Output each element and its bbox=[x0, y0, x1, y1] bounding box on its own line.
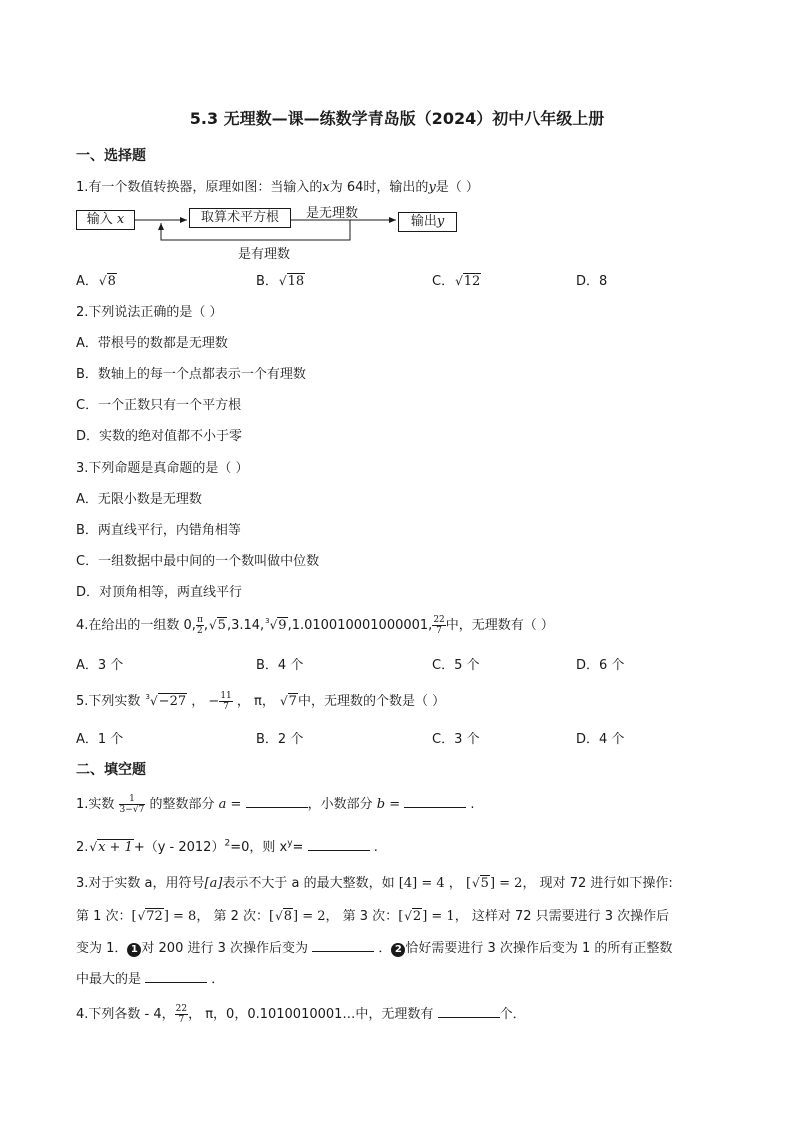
sqrt-symbol: √72 bbox=[137, 909, 163, 924]
flow-irrational-label: 是无理数 bbox=[306, 206, 359, 221]
q4-option-c[interactable]: C．5 个 bbox=[432, 658, 480, 673]
sqrt-symbol: √12 bbox=[455, 274, 481, 289]
q5-option-c[interactable]: C．3 个 bbox=[432, 732, 480, 747]
f4-stem-part: 个． bbox=[499, 1007, 526, 1022]
f3-text: ， 第 3 次： bbox=[325, 909, 399, 924]
f3-text: 3.对于实数 a，用符号 bbox=[76, 876, 205, 891]
exponent: 2 bbox=[224, 838, 231, 849]
f3-text: ． bbox=[378, 941, 392, 956]
q3-option-c[interactable]: C．一组数据中最中间的一个数叫做中位数 bbox=[76, 554, 320, 569]
period: . bbox=[470, 797, 475, 812]
equals: = bbox=[230, 797, 242, 812]
q1-var-x: x bbox=[322, 180, 330, 195]
radicand: 8 bbox=[283, 909, 293, 924]
sqrt-symbol: √18 bbox=[278, 274, 305, 289]
var-a: a bbox=[218, 797, 227, 812]
q5-option-b[interactable]: B．2 个 bbox=[256, 732, 304, 747]
radicand: 5 bbox=[217, 618, 226, 633]
q3-option-d[interactable]: D．对顶角相等，两直线平行 bbox=[76, 585, 243, 600]
f3-text: 第 1 次： bbox=[76, 909, 132, 924]
cube-root-symbol: $^3$√−27 bbox=[145, 693, 187, 709]
fill-question-3-line4 bbox=[76, 968, 224, 987]
step-result: ] = 1 bbox=[422, 909, 455, 924]
fill-question-4 bbox=[76, 1003, 526, 1025]
denominator: 3− bbox=[119, 805, 133, 815]
fraction-pi-over-2 bbox=[196, 615, 204, 636]
f1-stem-part: 的整数部分 bbox=[149, 797, 215, 812]
radicand: 72 bbox=[146, 909, 163, 924]
q1-option-a[interactable] bbox=[76, 270, 117, 289]
sqrt-symbol: √5 bbox=[209, 618, 226, 633]
f3-text: 中最大的是 bbox=[76, 972, 142, 987]
q1-option-b[interactable] bbox=[256, 270, 305, 289]
equals: = bbox=[389, 797, 401, 812]
f3-text: ， 这样对 72 只需要进行 3 次操作后 bbox=[454, 909, 670, 924]
page-title: 5.3 无理数—课—练数学青岛版（2024）初中八年级上册 bbox=[189, 109, 605, 128]
flow-input-var: x bbox=[116, 212, 125, 227]
minus-sign: − bbox=[208, 694, 220, 709]
section-heading-fill: 二、填空题 bbox=[76, 762, 146, 778]
f3-text: ， 第 2 次： bbox=[196, 909, 269, 924]
q1-option-c[interactable] bbox=[432, 270, 481, 289]
q1-stem-part: 是（ ） bbox=[435, 180, 479, 195]
fill-question-2 bbox=[76, 836, 378, 855]
flow-input-label: 输入 bbox=[86, 212, 113, 227]
numerator: 1 bbox=[119, 794, 146, 805]
arrow-feedback-loop bbox=[161, 220, 350, 240]
fraction-22-over-7 bbox=[432, 615, 445, 636]
sqrt-symbol: √7 bbox=[280, 694, 297, 709]
root-index: 3 bbox=[145, 693, 151, 701]
fill-question-3-line3 bbox=[76, 937, 672, 957]
f3-text: 表示不大于 a 的最大整数，如 bbox=[222, 876, 395, 891]
sqrt-symbol: √8 bbox=[98, 274, 116, 289]
sqrt-symbol: √5 bbox=[472, 876, 489, 891]
f2-stem-part: 2. bbox=[76, 840, 89, 855]
f4-stem-part: 4.下列各数 - 4， bbox=[76, 1007, 175, 1022]
numerator: 22 bbox=[433, 615, 445, 625]
denominator: 7 bbox=[223, 702, 229, 712]
root-index: 3 bbox=[265, 617, 270, 625]
q2-option-d[interactable]: D．实数的绝对值都不小于零 bbox=[76, 429, 243, 444]
fill-question-3-line1 bbox=[76, 872, 673, 891]
flow-process-label: 取算术平方根 bbox=[200, 210, 279, 225]
radicand: 9 bbox=[278, 618, 287, 633]
q4-stem-part: ,3.14, bbox=[226, 618, 265, 633]
f1-stem-part: ，小数部分 bbox=[307, 797, 373, 812]
q5-stem-part: ， π， bbox=[236, 694, 275, 709]
var-b: b bbox=[376, 797, 386, 812]
step-result: ] = 8 bbox=[163, 909, 197, 924]
q2-option-b[interactable]: B．数轴上的每一个点都表示一个有理数 bbox=[76, 367, 306, 382]
section-heading-choice: 一、选择题 bbox=[76, 148, 146, 164]
q1-stem-part: 为 64时，输出的 bbox=[329, 180, 429, 195]
q5-stem-part: ， bbox=[191, 694, 205, 709]
f3-text: 变为 1． bbox=[76, 941, 128, 956]
f3-text: ， bbox=[448, 876, 462, 891]
numerator: π bbox=[196, 615, 203, 625]
fill-question-1 bbox=[76, 793, 475, 815]
cube-root-symbol: $^3$√9 bbox=[265, 617, 287, 633]
circled-number-2: 2 bbox=[391, 943, 405, 957]
q4-option-b[interactable]: B．4 个 bbox=[256, 658, 304, 673]
radicand: 8 bbox=[107, 274, 116, 289]
exponent: y bbox=[287, 838, 293, 849]
flow-rational-label: 是有理数 bbox=[238, 247, 291, 262]
fraction-11-over-7 bbox=[219, 691, 232, 712]
question-2-stem: 2.下列说法正确的是（ ） bbox=[76, 305, 223, 320]
q1-stem-part: 1.有一个数值转换器，原理如图：当输入的 bbox=[76, 180, 323, 195]
circled-number-1: 1 bbox=[127, 943, 141, 957]
example-2: ] = 2 bbox=[489, 876, 523, 891]
radicand: x + 1 bbox=[98, 840, 133, 855]
q3-option-b[interactable]: B．两直线平行，内错角相等 bbox=[76, 523, 241, 538]
step-result: ] = 2 bbox=[293, 909, 326, 924]
q5-stem-part: 中，无理数的个数是（ ） bbox=[297, 694, 446, 709]
flow-output-label: 输出 bbox=[410, 214, 437, 229]
radicand: 7 bbox=[288, 694, 297, 709]
q4-option-a[interactable]: A．3 个 bbox=[76, 658, 124, 673]
f2-stem-part: =0，则 x bbox=[230, 840, 288, 855]
option-label: B． bbox=[256, 274, 278, 289]
denominator: 2 bbox=[197, 626, 203, 636]
flow-output-var: y bbox=[436, 214, 445, 229]
option-label: A． bbox=[76, 274, 98, 289]
example-1: [4] = 4 bbox=[398, 876, 445, 891]
radicand: 7 bbox=[138, 805, 145, 815]
numerator: 11 bbox=[220, 691, 232, 701]
answer-blank-b[interactable] bbox=[404, 795, 466, 808]
q4-option-d[interactable]: D．6 个 bbox=[576, 658, 625, 673]
radicand: 18 bbox=[287, 274, 305, 289]
bracket-a: [a] bbox=[204, 876, 223, 891]
question-3-stem: 3.下列命题是真命题的是（ ） bbox=[76, 461, 249, 476]
f3-text: 恰好需要进行 3 次操作后变为 1 的所有正整数 bbox=[405, 941, 673, 956]
sqrt-symbol: √8 bbox=[275, 909, 293, 924]
answer-blank-200[interactable] bbox=[312, 939, 374, 952]
answer-blank-xy[interactable] bbox=[308, 838, 370, 851]
f3-text: 对 200 进行 3 次操作后变为 bbox=[141, 941, 309, 956]
answer-blank-a[interactable] bbox=[246, 795, 308, 808]
q2-option-a[interactable]: A．带根号的数都是无理数 bbox=[76, 336, 228, 351]
flow-arrows bbox=[0, 0, 794, 260]
question-5-stem bbox=[76, 690, 445, 712]
f2-stem-part: +（y - 2012） bbox=[133, 840, 225, 855]
numerator: 22 bbox=[175, 1004, 188, 1014]
q2-option-c[interactable]: C．一个正数只有一个平方根 bbox=[76, 398, 242, 413]
answer-blank-max[interactable] bbox=[145, 970, 207, 983]
q3-option-a[interactable]: A．无限小数是无理数 bbox=[76, 492, 202, 507]
q4-stem-part: 中，无理数有（ ） bbox=[445, 618, 554, 633]
q5-stem-part: 5.下列实数 bbox=[76, 694, 141, 709]
option-label: C． bbox=[432, 274, 455, 289]
equals: = bbox=[292, 840, 304, 855]
q1-option-d[interactable]: D．8 bbox=[576, 274, 608, 289]
period: . bbox=[373, 840, 378, 855]
bracket: [ bbox=[465, 876, 472, 891]
f3-text: ． bbox=[211, 972, 225, 987]
question-4-stem: 4.在给出的一组数 0, $\frac{\pi}{2}$ ,√5,3.14,$^3$√9,1.010010001000001, $\frac{22}{7}$ 中，无理数有（ ） bbox=[76, 615, 554, 636]
radicand: −27 bbox=[158, 694, 187, 709]
fraction-1-over-3-minus-root7: $\frac{1}{3-√7}$ bbox=[119, 794, 145, 815]
fraction-22-over-7 bbox=[175, 1004, 188, 1025]
radicand: 12 bbox=[463, 274, 481, 289]
f4-stem-part: ， π，0，0.1010010001…中，无理数有 bbox=[188, 1007, 434, 1022]
q5-option-d[interactable]: D．4 个 bbox=[576, 732, 625, 747]
sqrt-symbol: √2 bbox=[404, 909, 422, 924]
sqrt-symbol: √x + 1 bbox=[89, 840, 133, 855]
f3-text: ， 现对 72 进行如下操作: bbox=[522, 876, 673, 891]
q4-stem-part: ,1.010010001000001, bbox=[287, 618, 433, 633]
radicand: 5 bbox=[480, 876, 489, 891]
denominator: 7 bbox=[178, 1015, 185, 1025]
f1-stem-part: 1.实数 bbox=[76, 797, 115, 812]
q1-var-y: y bbox=[428, 180, 436, 195]
answer-blank-count[interactable] bbox=[438, 1005, 500, 1018]
radicand: 2 bbox=[412, 909, 422, 924]
fill-question-3-line2: 第 1 次：[√72] = 8， 第 2 次：[√8] = 2， 第 3 次：[√2] = 1， 这样对 72 只需要进行 3 次操作后 bbox=[76, 909, 670, 924]
denominator: 7 bbox=[436, 626, 442, 636]
q4-stem-part: 4.在给出的一组数 0, bbox=[76, 618, 196, 633]
q5-option-a[interactable]: A．1 个 bbox=[76, 732, 124, 747]
